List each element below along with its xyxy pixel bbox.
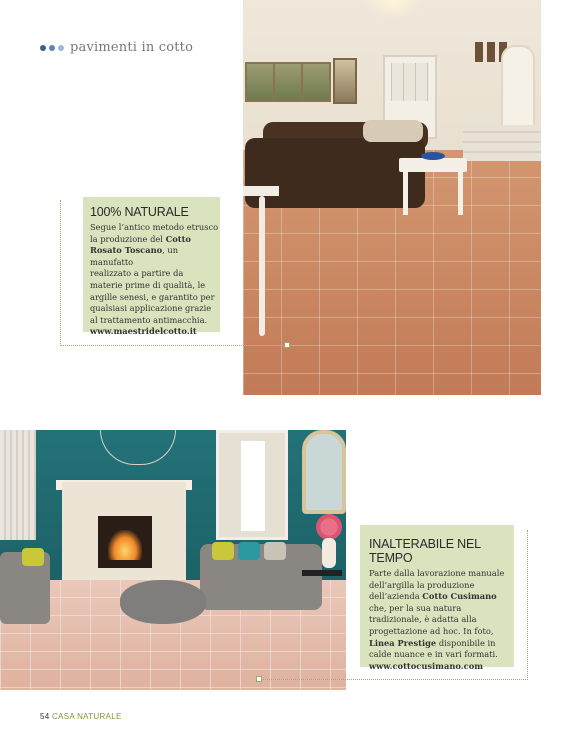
- caption1-guide-vertical: [60, 200, 61, 346]
- caption-line: realizzato a partire da: [90, 268, 184, 279]
- caption-line: dell’azienda: [369, 591, 423, 602]
- vase: [322, 538, 336, 568]
- caption-brand: Cotto: [165, 233, 191, 244]
- painting-3: [301, 62, 331, 102]
- caption1-guide-horizontal: [60, 345, 286, 346]
- caption-body: [90, 222, 220, 326]
- caption-line: Parte dalla lavorazione manuale: [369, 568, 505, 578]
- caption-line: Segue l’antico metodo etrusco: [90, 222, 219, 232]
- guide-marker: [256, 676, 262, 682]
- caption-brand: Cotto Cusimano: [422, 591, 497, 602]
- magazine-name: CASA NATURALE: [52, 712, 122, 721]
- section-dots: [40, 45, 64, 51]
- caption-line: argille senesi, e garantito per: [90, 291, 215, 302]
- side-table: [302, 570, 342, 576]
- curtain-left: [0, 430, 36, 540]
- guide-marker: [284, 342, 290, 348]
- caption-line: al trattamento antimacchia.: [90, 314, 208, 325]
- page-number: 54: [40, 712, 50, 721]
- steps: [463, 125, 541, 161]
- dot-1: [40, 45, 46, 51]
- caption-line: progettazione ad hoc. In foto,: [369, 625, 494, 636]
- caption-title: 100% NATURALE: [90, 205, 189, 219]
- caption2-guide-horizontal: [258, 679, 528, 680]
- side-table-leg: [259, 196, 265, 336]
- side-table: [243, 186, 279, 196]
- pillow: [212, 542, 234, 560]
- caption-line: qualsiasi applicazione grazie: [90, 303, 212, 314]
- fire: [108, 530, 142, 560]
- teal-living-room-photo: [0, 430, 346, 690]
- dot-3: [58, 45, 64, 51]
- coffee-table-legs: [403, 170, 463, 215]
- caption-body: [369, 568, 514, 661]
- portrait-painting: [333, 58, 357, 104]
- caption-line: materie prime di qualità, le: [90, 279, 206, 290]
- caption-url[interactable]: www.cottocusimano.com: [369, 660, 484, 671]
- pillow: [238, 542, 260, 560]
- pillow: [264, 542, 286, 560]
- caption-brand: Rosato Toscano: [90, 245, 163, 256]
- blue-bowl: [421, 152, 445, 160]
- ottoman: [120, 580, 206, 624]
- caption-title: INALTERABILE NEL TEMPO: [369, 537, 481, 565]
- leather-sofa: [245, 138, 425, 208]
- caption-line: disponibile in: [436, 637, 496, 648]
- dot-2: [49, 45, 55, 51]
- section-title: pavimenti in cotto: [70, 40, 194, 55]
- section-header: [40, 40, 193, 55]
- caption-line: tradizionale, è adatta alla: [369, 614, 477, 625]
- caption-line: calde nuance e in vari formati.: [369, 649, 498, 660]
- caption-url[interactable]: www.maestridelcotto.it: [90, 326, 197, 337]
- painting-1: [245, 62, 275, 102]
- caption-inalterabile: [360, 525, 514, 671]
- caption-line: che, per la sua natura: [369, 602, 462, 613]
- gilded-mirror: [302, 430, 346, 514]
- page-footer: [40, 712, 122, 721]
- caption-line: dell’argilla la produzione: [369, 579, 475, 590]
- window: [216, 430, 288, 540]
- flowers: [312, 514, 346, 540]
- living-room-photo: [243, 0, 541, 395]
- caption-line: , un manufatto: [90, 245, 179, 267]
- pillow: [22, 548, 44, 566]
- caption-naturale: [83, 197, 220, 337]
- caption-brand: Linea Prestige: [369, 637, 437, 648]
- caption2-guide-vertical: [527, 530, 528, 680]
- caption-line: la produzione del: [90, 233, 166, 244]
- throw-blanket: [363, 120, 423, 142]
- painting-2: [273, 62, 303, 102]
